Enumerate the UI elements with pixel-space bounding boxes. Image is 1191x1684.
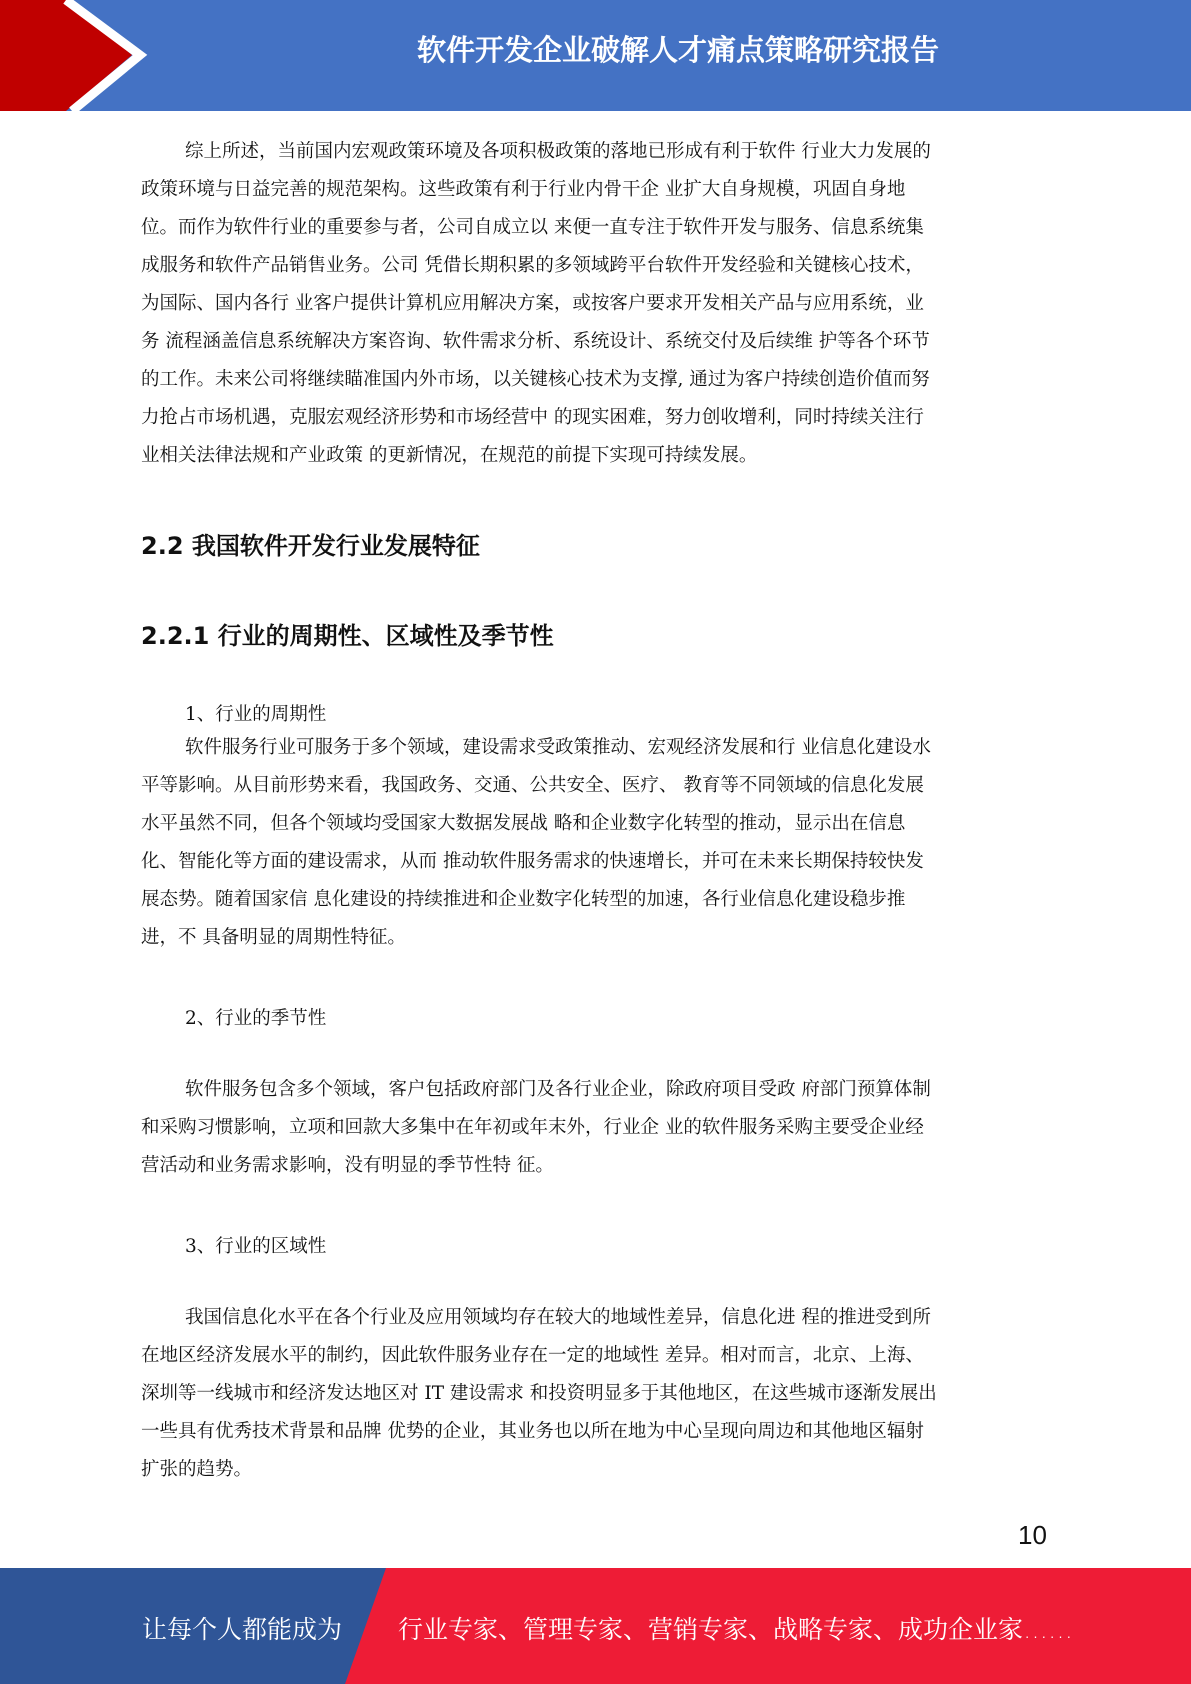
section-heading: 2.2 我国软件开发行业发展特征 [141, 532, 480, 560]
text-line: 一些具有优秀技术背景和品牌 优势的企业，其业务也以所在地为中心呈现向周边和其他地区辐射 [141, 1421, 924, 1442]
text-line: 展态势。随着国家信 息化建设的持续推进和企业数字化转型的加速，各行业信息化建设稳步推 [141, 889, 906, 910]
text-line: 业相关法律法规和产业政策 的更新情况，在规范的前提下实现可持续发展。 [141, 445, 758, 466]
paragraph-summary [141, 133, 1041, 475]
text-line: 营活动和业务需求影响，没有明显的季节性特 征。 [141, 1155, 554, 1176]
page-header [0, 0, 1191, 111]
paragraph-seasonality [141, 1071, 1041, 1185]
text-line: 的工作。未来公司将继续瞄准国内外市场，以关键核心技术为支撑, 通过为客户持续创造价值而努 [141, 369, 930, 390]
footer-slogan-right: 行业专家、管理专家、营销专家、战略专家、成功企业家…… [398, 1615, 1074, 1644]
text-line: 位。而作为软件行业的重要参与者，公司自成立以 来便一直专注于软件开发与服务、信息系统集 [141, 217, 924, 238]
text-line: 我国信息化水平在各个行业及应用领域均存在较大的地域性差异，信息化进 程的推进受到所 [185, 1307, 931, 1328]
text-line: 综上所述，当前国内宏观政策环境及各项积极政策的落地已形成有利于软件 行业大力发展的 [185, 141, 931, 162]
text-line: 软件服务行业可服务于多个领域，建设需求受政策推动、宏观经济发展和行 业信息化建设水 [185, 737, 931, 758]
text-line: 务 流程涵盖信息系统解决方案咨询、软件需求分析、系统设计、系统交付及后续维 护等各个环节 [141, 331, 930, 352]
text-line: 和采购习惯影响，立项和回款大多集中在年初或年末外，行业企 业的软件服务采购主要受企业经 [141, 1117, 924, 1138]
page-footer [0, 1568, 1191, 1684]
item-heading-seasonality: 2、行业的季节性 [185, 1008, 327, 1029]
text-line: 化、智能化等方面的建设需求，从而 推动软件服务需求的快速增长，并可在未来长期保持较快发 [141, 851, 924, 872]
text-line: 水平虽然不同，但各个领域均受国家大数据发展战 略和企业数字化转型的推动，显示出在信息 [141, 813, 906, 834]
page-number: 10 [1018, 1520, 1047, 1550]
report-title: 软件开发企业破解人才痛点策略研究报告 [416, 33, 939, 67]
paragraph-cyclicality [141, 729, 1041, 957]
paragraph-regionality [141, 1299, 1041, 1489]
item-heading-cyclicality: 1、行业的周期性 [185, 704, 327, 725]
text-line: 进，不 具备明显的周期性特征。 [141, 927, 406, 948]
text-line: 力抢占市场机遇，克服宏观经济形势和市场经营中 的现实困难，努力创收增利，同时持续关注行 [141, 407, 924, 428]
text-line: 平等影响。从目前形势来看，我国政务、交通、公共安全、医疗、 教育等不同领域的信息化发展 [141, 775, 924, 796]
footer-slogan-left: 让每个人都能成为 [142, 1615, 343, 1644]
text-line: 政策环境与日益完善的规范架构。这些政策有利于行业内骨干企 业扩大自身规模，巩固自身地 [141, 179, 906, 200]
text-line: 扩张的趋势。 [141, 1459, 253, 1480]
text-line: 软件服务包含多个领域，客户包括政府部门及各行业企业，除政府项目受政 府部门预算体制 [185, 1079, 931, 1100]
text-line: 深圳等一线城市和经济发达地区对 IT 建设需求 和投资明显多于其他地区，在这些城市逐渐发展出 [141, 1383, 937, 1404]
subsection-heading: 2.2.1 行业的周期性、区域性及季节性 [141, 622, 554, 650]
text-line: 在地区经济发展水平的制约，因此软件服务业存在一定的地域性 差异。相对而言，北京、上海、 [141, 1345, 924, 1366]
text-line: 成服务和软件产品销售业务。公司 凭借长期积累的多领域跨平台软件开发经验和关键核心技术， [141, 255, 924, 276]
chevron-decoration [0, 0, 160, 111]
item-heading-regionality: 3、行业的区域性 [185, 1236, 327, 1257]
text-line: 为国际、国内各行 业客户提供计算机应用解决方案，或按客户要求开发相关产品与应用系统，业 [141, 293, 924, 314]
